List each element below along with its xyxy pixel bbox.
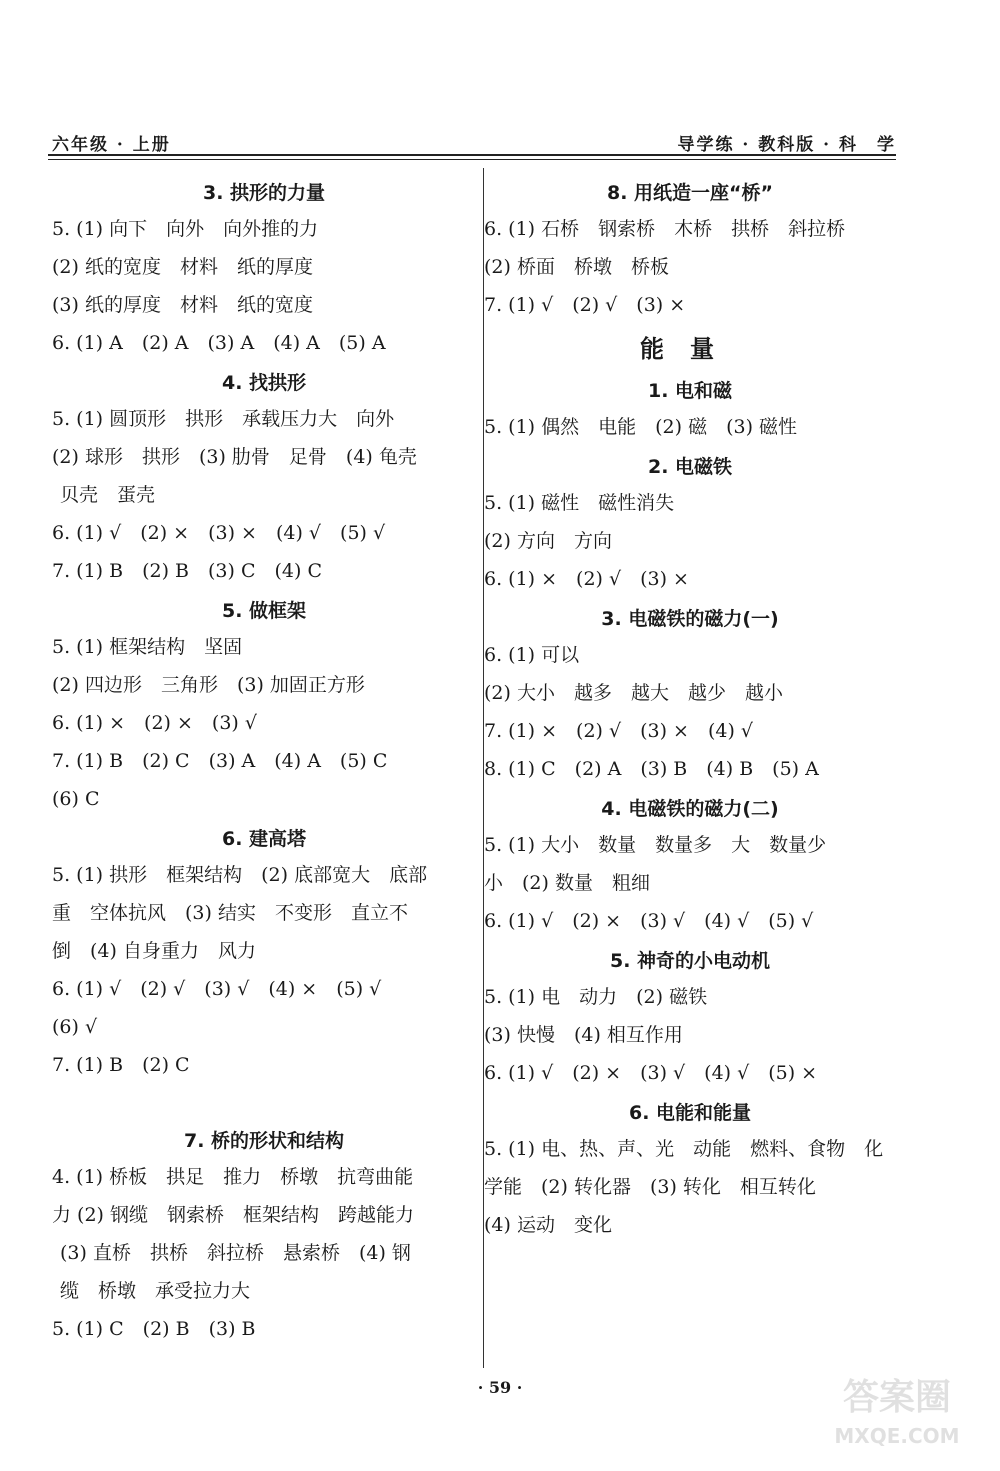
answer-line: 6. (1) √ (2) × (3) √ (4) √ (5) √ <box>484 910 814 932</box>
answer-line: 6. (1) √ (2) × (3) × (4) √ (5) √ <box>52 522 386 544</box>
answer-line: 7. (1) √ (2) √ (3) × <box>484 294 686 316</box>
answer-line: 贝壳 蛋壳 <box>60 484 156 506</box>
answer-line: 缆 桥墩 承受拉力大 <box>60 1280 251 1302</box>
answer-line: 倒 (4) 自身重力 风力 <box>52 940 256 962</box>
answer-line: (2) 球形 拱形 (3) 肋骨 足骨 (4) 龟壳 <box>52 446 417 468</box>
page-number: · 59 · <box>477 1378 523 1397</box>
answer-line: 5. (1) 向下 向外 向外推的力 <box>52 218 319 240</box>
section-heading: 3. 电磁铁的磁力(一) <box>601 608 779 630</box>
answer-line: (3) 纸的厚度 材料 纸的宽度 <box>52 294 313 316</box>
section-heading: 8. 用纸造一座“桥” <box>606 182 774 204</box>
answer-line: (6) C <box>52 788 100 810</box>
answer-line: 5. (1) 电、热、声、光 动能 燃料、食物 化 <box>484 1138 884 1160</box>
answer-line: 4. (1) 桥板 拱足 推力 桥墩 抗弯曲能 <box>52 1166 414 1188</box>
answer-line: 6. (1) A (2) A (3) A (4) A (5) A <box>52 332 386 354</box>
answer-line: (2) 大小 越多 越大 越少 越小 <box>484 682 783 704</box>
section-heading: 5. 神奇的小电动机 <box>609 950 771 972</box>
answer-line: 6. (1) 可以 <box>484 644 580 666</box>
answer-line: 5. (1) 框架结构 坚固 <box>52 636 243 658</box>
answer-line: 6. (1) √ (2) × (3) √ (4) √ (5) × <box>484 1062 818 1084</box>
answer-line: (6) √ <box>52 1016 98 1038</box>
answer-line: 7. (1) B (2) C <box>52 1054 190 1076</box>
section-heading: 1. 电和磁 <box>647 380 733 402</box>
answer-line: 7. (1) B (2) C (3) A (4) A (5) C <box>52 750 388 772</box>
answer-line: 7. (1) × (2) √ (3) × (4) √ <box>484 720 754 742</box>
answer-line: (3) 快慢 (4) 相互作用 <box>484 1024 683 1046</box>
answer-line: 5. (1) 偶然 电能 (2) 磁 (3) 磁性 <box>484 416 798 438</box>
answer-line: (2) 纸的宽度 材料 纸的厚度 <box>52 256 313 278</box>
answer-line: 6. (1) √ (2) √ (3) √ (4) × (5) √ <box>52 978 382 1000</box>
answer-line: 5. (1) 电 动力 (2) 磁铁 <box>484 986 708 1008</box>
answer-line: 重 空体抗风 (3) 结实 不变形 直立不 <box>52 902 408 924</box>
section-heading: 7. 桥的形状和结构 <box>183 1130 345 1152</box>
answer-line: (4) 运动 变化 <box>484 1214 612 1236</box>
section-heading: 5. 做框架 <box>221 600 307 622</box>
answer-line: 6. (1) 石桥 钢索桥 木桥 拱桥 斜拉桥 <box>484 218 846 240</box>
left-column <box>52 172 476 1348</box>
section-heading: 2. 电磁铁 <box>647 456 733 478</box>
answer-line: (2) 方向 方向 <box>484 530 612 552</box>
answer-line: 8. (1) C (2) A (3) B (4) B (5) A <box>484 758 819 780</box>
answer-line: (2) 四边形 三角形 (3) 加固正方形 <box>52 674 365 696</box>
section-heading: 3. 拱形的力量 <box>202 182 326 204</box>
unit-heading: 能量 <box>640 335 740 363</box>
header-rule-thin <box>48 159 896 160</box>
section-heading: 4. 电磁铁的磁力(二) <box>601 798 779 820</box>
answer-line: 学能 (2) 转化器 (3) 转化 相互转化 <box>484 1176 816 1198</box>
answer-line: 7. (1) B (2) B (3) C (4) C <box>52 560 322 582</box>
answer-line: 5. (1) 磁性 磁性消失 <box>484 492 675 514</box>
answer-line: 5. (1) 拱形 框架结构 (2) 底部宽大 底部 <box>52 864 428 886</box>
answer-line: (2) 桥面 桥墩 桥板 <box>484 256 669 278</box>
header-series: 导学练 · 教科版 · 科 学 <box>677 135 896 155</box>
answer-line: 5. (1) 大小 数量 数量多 大 数量少 <box>484 834 827 856</box>
answer-line: 6. (1) × (2) √ (3) × <box>484 568 689 590</box>
spacer <box>52 1084 476 1120</box>
answer-line: 5. (1) 圆顶形 拱形 承载压力大 向外 <box>52 408 395 430</box>
watermark-text: 答案圈 <box>842 1377 952 1418</box>
header-rule-thick <box>48 154 896 156</box>
answer-line: 小 (2) 数量 粗细 <box>484 872 650 894</box>
section-heading: 6. 建高塔 <box>221 828 307 850</box>
section-heading: 6. 电能和能量 <box>628 1102 752 1124</box>
answer-line: 力 (2) 钢缆 钢索桥 框架结构 跨越能力 <box>52 1204 414 1226</box>
section-heading: 4. 找拱形 <box>221 372 307 394</box>
answer-line: 5. (1) C (2) B (3) B <box>52 1318 256 1340</box>
watermark-url: MXQE.COM <box>834 1424 960 1448</box>
right-column <box>484 172 896 1244</box>
answer-line: (3) 直桥 拱桥 斜拉桥 悬索桥 (4) 钢 <box>60 1242 411 1264</box>
header-grade: 六年级 · 上册 <box>52 135 171 155</box>
answer-line: 6. (1) × (2) × (3) √ <box>52 712 257 734</box>
watermark-logo <box>812 1367 982 1453</box>
